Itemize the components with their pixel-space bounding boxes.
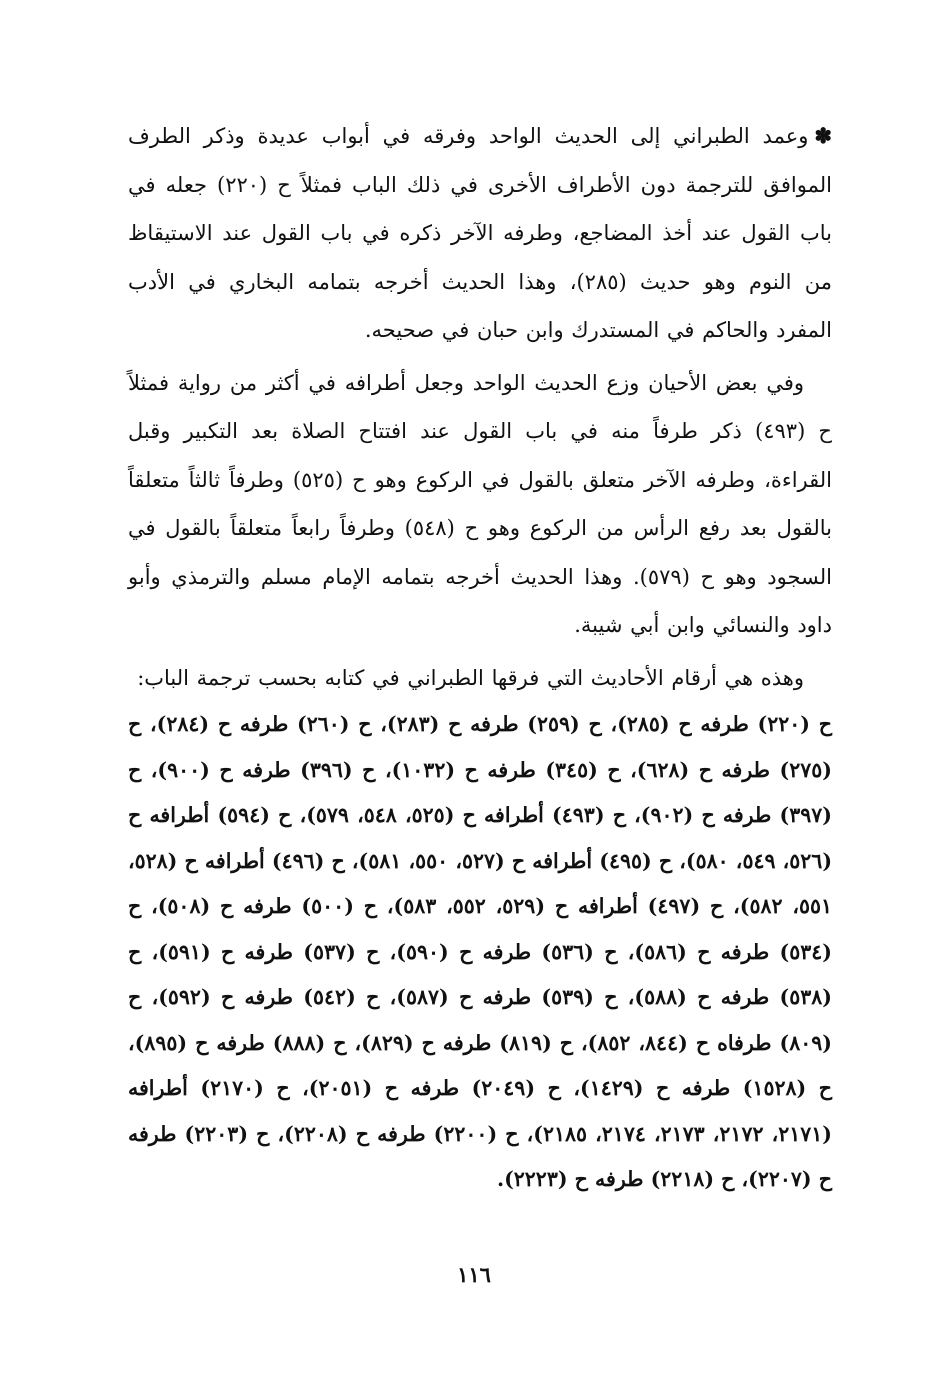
paragraph-intro [128, 112, 832, 355]
hadith-references-list: ح (٢٢٠) طرفه ح (٢٨٥)، ح (٢٥٩) طرفه ح (٢٨٣)، ح (٢٦٠) طرفه ح (٢٨٤)، ح (٢٧٥) طرفه ح (٦٢٨)، ح (٣٤٥) طرفه ح (١٠٣٢)، ح (٣٩٦) طرفه ح (٩٠٠)، ح (٣٩٧) طرفه ح (٩٠٢)، ح (٤٩٣) أطرافه ح (٥٢٥، ٥٤٨، ٥٧٩)، ح (٥٩٤) أطرافه ح (٥٢٦، ٥٤٩، ٥٨٠)، ح (٤٩٥) أطرافه ح (٥٢٧، ٥٥٠، ٥٨١)، ح (٤٩٦) أطرافه ح (٥٢٨، ٥٥١، ٥٨٢)، ح (٤٩٧) أطرافه ح (٥٢٩، ٥٥٢، ٥٨٣)، ح (٥٠٠) طرفه ح (٥٠٨)، ح (٥٣٤) طرفه ح (٥٨٦)، ح (٥٣٦) طرفه ح (٥٩٠)، ح (٥٣٧) طرفه ح (٥٩١)، ح (٥٣٨) طرفه ح (٥٨٨)، ح (٥٣٩) طرفه ح (٥٨٧)، ح (٥٤٢) طرفه ح (٥٩٢)، ح (٨٠٩) طرفاه ح (٨٤٤، ٨٥٢)، ح (٨١٩) طرفه ح (٨٢٩)، ح (٨٨٨) طرفه ح (٨٩٥)، ح (١٥٢٨) طرفه ح (١٤٢٩)، ح (٢٠٤٩) طرفه ح (٢٠٥١)، ح (٢١٧٠) أطرافه (٢١٧١، ٢١٧٢، ٢١٧٣، ٢١٧٤، ٢١٨٥)، ح (٢٢٠٠) طرفه ح (٢٢٠٨)، ح (٢٢٠٣) طرفه ح (٢٢٠٧)، ح (٢٢١٨) طرفه ح (٢٢٢٣). [128, 712, 833, 1191]
paragraph-intro-text: وعمد الطبراني إلى الحديث الواحد وفرقه في أبواب عديدة وذكر الطرف الموافق للترجمة دون الأطراف الأخرى في ذلك الباب فمثلاً ح (٢٢٠) جعله في باب القول عند أخذ المضاجع، وطرفه الآخر ذكره في باب القول عند الاستيقاظ من النوم وهو حديث (٢٨٥)، وهذا الحديث أخرجه بتمامه البخاري في الأدب المفرد والحاكم في المستدرك وابن حبان في صحيحه. [128, 124, 832, 342]
page-number: ١١٦ [457, 1262, 491, 1287]
paragraph-list-intro: وهذه هي أرقام الأحاديث التي فرقها الطبراني في كتابه بحسب ترجمة الباب: [137, 665, 804, 690]
page-body [128, 112, 832, 1203]
paragraph-distribution: وفي بعض الأحيان وزع الحديث الواحد وجعل أطرافه في أكثر من رواية فمثلاً ح (٤٩٣) ذكر طرفاً منه في باب القول عند افتتاح الصلاة بعد التكبير وقبل القراءة، وطرفه الآخر متعلق بالقول في الركوع وهو ح (٥٢٥) وطرفاً ثالثاً متعلقاً بالقول بعد رفع الرأس من الركوع وهو ح (٥٤٨) وطرفاً رابعاً متعلقاً بالقول في السجود وهو ح (٥٧٩). وهذا الحديث أخرجه بتمامه الإمام مسلم والترمذي وأبو داود والنسائي وابن أبي شيبة. [128, 370, 833, 637]
bullet-mark: ✽ [814, 123, 832, 148]
